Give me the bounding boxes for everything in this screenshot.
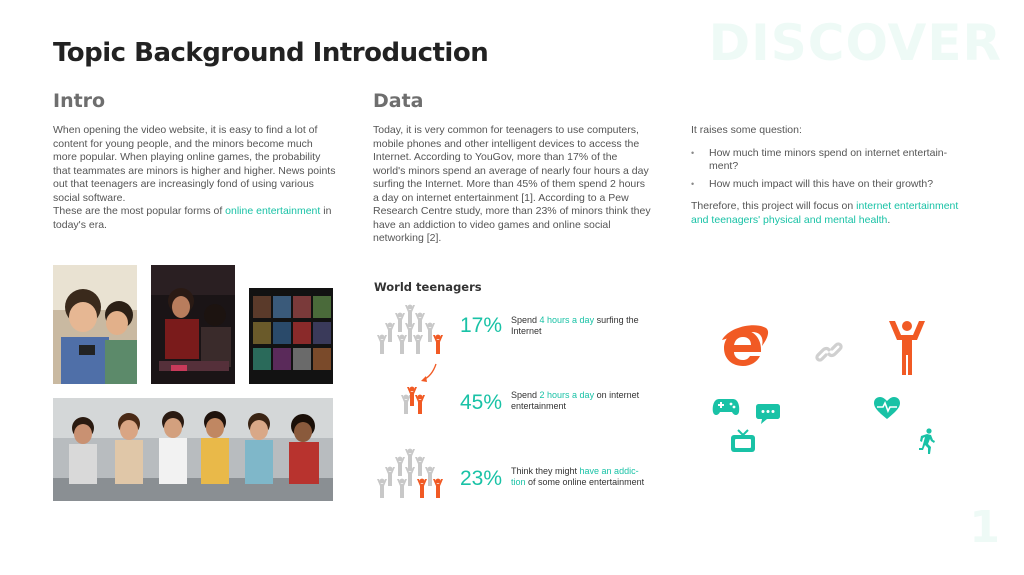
stats-title: World teenagers (374, 280, 482, 294)
stat-desc-2-post: on internet entertainment (511, 390, 640, 411)
arrow-down-icon (418, 362, 442, 384)
stat-desc-1 (511, 315, 651, 337)
stat-desc-2 (511, 390, 651, 412)
stat-value-2: 45% (460, 391, 503, 414)
link-icon (812, 335, 846, 369)
stat-value-3: 23% (460, 467, 503, 490)
person-raised-arms-icon (886, 318, 928, 376)
intro-highlight: online entertainment (225, 205, 321, 217)
questions-block (691, 124, 976, 227)
stat-desc-1-post: surfing the Internet (511, 315, 639, 336)
intro-paragraph-2-pre: These are the most popular forms of (53, 205, 226, 217)
heart-pulse-icon (873, 396, 901, 420)
gamepad-icon (712, 396, 740, 418)
intro-paragraph-2-post: in today's era. (53, 205, 332, 231)
photo-boys-phones (53, 265, 137, 384)
stat-desc-3-pre: Think they might (511, 466, 580, 476)
tv-icon (730, 428, 756, 454)
stat-desc-3-hl: have an addic-tion (511, 466, 639, 487)
questions-conclusion (691, 200, 976, 227)
questions-intro: It raises some question: (691, 124, 802, 136)
page-title: Topic Background Introduction (53, 38, 489, 68)
intro-text (53, 124, 338, 232)
stat-desc-3 (511, 466, 651, 488)
stat-desc-2-pre: Spend (511, 390, 540, 400)
running-person-icon (918, 428, 936, 454)
conclusion-pre: Therefore, this project will focus on (691, 200, 857, 212)
page-number: 1 (969, 502, 1000, 553)
people-group-2-icon (394, 384, 434, 420)
people-group-3-icon (374, 444, 454, 504)
photo-streaming-screen (249, 288, 333, 384)
stat-desc-1-pre: Spend (511, 315, 540, 325)
internet-explorer-icon (716, 320, 770, 374)
watermark: DISCOVER (708, 14, 1002, 72)
stat-desc-3-post: of some online entertainment (525, 477, 645, 487)
conclusion-post: . (887, 213, 891, 226)
stat-desc-1-hl: 4 hours a day (539, 315, 595, 325)
conclusion-highlight: internet entertainment and teenagers' physical and mental health (691, 200, 959, 226)
data-heading: Data (373, 90, 424, 112)
stat-desc-2-hl: 2 hours a day (539, 390, 595, 400)
stat-value-1: 17% (460, 314, 503, 337)
question-item-2: • How much impact will this have on their growth? (691, 178, 976, 192)
questions-list (691, 147, 976, 192)
question-item-1: • How much time minors spend on internet entertain-ment? (691, 147, 976, 174)
photo-group-teens (53, 398, 333, 501)
photo-gamers (151, 265, 235, 384)
intro-paragraph-1: When opening the video website, it is easy to find a lot of content for young people, and the minors become much more popular. When playing online games, the probability that teammates are minors is higher and higher. News points out that teenagers are increasingly fond of using various social software. (53, 124, 336, 204)
data-paragraph: Today, it is very common for teenagers to use computers, mobile phones and other intelligent devices to access the Internet. According to YouGov, more than 17% of the world's minors spend an average of nearly four hours a day surfing the Internet. More than 45% of them spend 2 hours a day on internet entertainment [1]. According to a Pew Research Centre study, more than 23% of minors think they have an addiction to video games and online social networking [2]. (373, 124, 651, 244)
intro-heading: Intro (53, 90, 106, 112)
chat-bubble-icon (756, 400, 782, 426)
people-group-1-icon (374, 300, 454, 360)
